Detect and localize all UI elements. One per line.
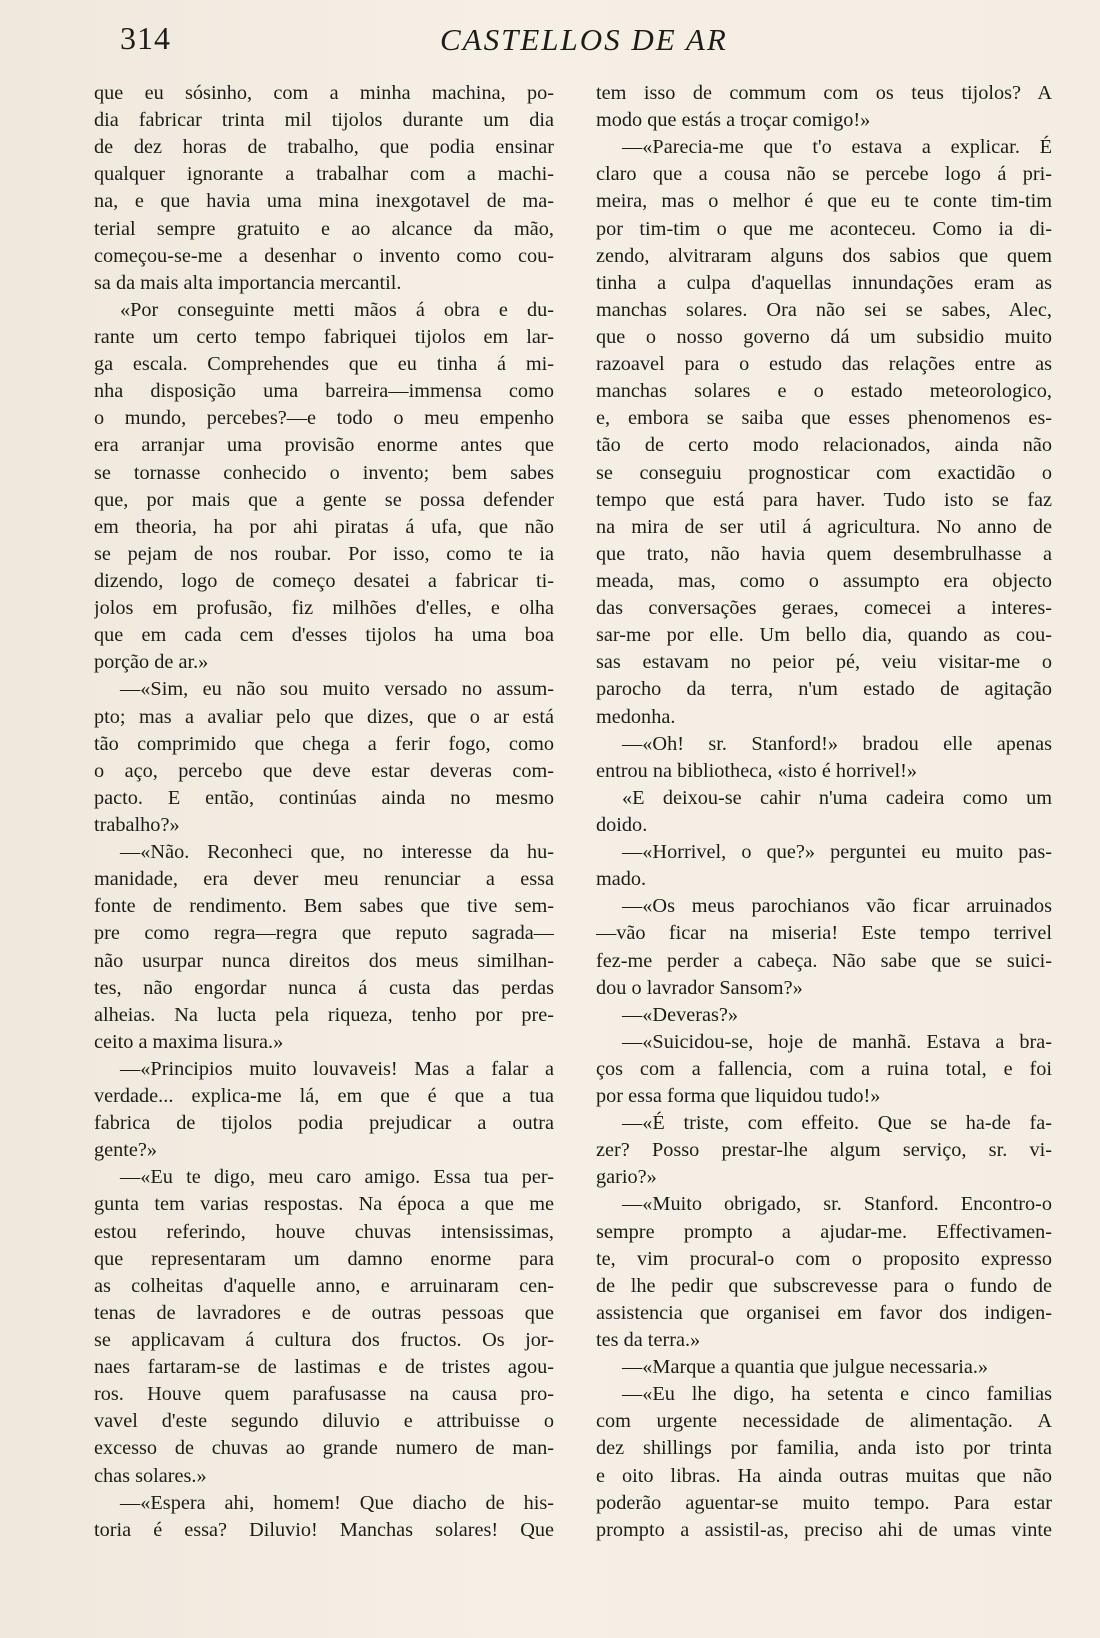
text-line: das conversações geraes, comecei a interes- [596,597,1052,620]
text-line: que, por mais que a gente se possa defender [94,488,554,511]
text-line: fabrica de tijolos podia prejudicar a outra [94,1112,554,1135]
text-line: —vão ficar na miseria! Este tempo terrivel [596,922,1052,945]
text-line: tinha a culpa d'aquellas innundações eram as [596,271,1052,294]
text-line: pre como regra—regra que reputo sagrada— [94,922,554,945]
text-line: pacto. E então, continúas ainda no mesmo [94,786,554,809]
text-line: «E deixou-se cahir n'uma cadeira como um [622,786,1052,809]
text-line: porção de ar.» [94,651,209,674]
text-line: na, e que havia uma mina inexgotavel de ma- [94,190,554,213]
text-line: tenas de lavradores e de outras pessoas que [94,1301,554,1324]
text-line: fonte de rendimento. Bem sabes que tive sem- [94,895,554,918]
text-line: —«Os meus parochianos vão ficar arruinados [622,895,1052,918]
right-text-column [596,80,1052,1544]
text-line: verdade... explica-me lá, em que é que a tua [94,1085,554,1108]
text-line: que em cada cem d'esses tijolos ha uma boa [94,624,554,647]
text-line: ros. Houve quem parafusasse na causa pro- [94,1383,554,1406]
text-line: —«Espera ahi, homem! Que diacho de his- [120,1491,554,1514]
text-line: em theoria, ha por ahi piratas á ufa, que não [94,515,554,538]
text-line: trabalho?» [94,813,180,836]
text-line: sas estavam no peior pé, veiu visitar-me o [596,651,1052,674]
text-line: poderão aguentar-se muito tempo. Para estar [596,1491,1052,1514]
text-line: sempre prompto a ajudar-me. Effectivamen- [596,1220,1052,1243]
text-line: vavel d'este segundo diluvio e attribuisse o [94,1410,554,1433]
text-line: o aço, percebo que deve estar deveras com- [94,759,554,782]
text-line: que eu sósinho, com a minha machina, po- [94,82,554,104]
text-line: manchas solares. Ora não sei se sabes, Alec, [596,298,1052,321]
text-line: o mundo, percebes?—e todo o meu empenho [94,407,554,430]
text-line: se applicavam á cultura dos fructos. Os jor- [94,1329,554,1352]
text-line: te, vim procural-o com o proposito expresso [596,1247,1052,1270]
text-line: tão comprimido que chega a ferir fogo, como [94,732,554,755]
text-line: ga escala. Comprehendes que eu tinha á mi- [94,353,554,376]
text-line: de lhe pedir que subscrevesse para o fundo de [596,1274,1052,1297]
text-line: tes da terra.» [596,1329,701,1352]
text-line: —«Sim, eu não sou muito versado no assum- [120,678,554,701]
text-line: dizendo, logo de começo desatei a fabricar ti- [94,569,554,592]
text-line: zer? Posso prestar-lhe algum serviço, sr. vi- [596,1139,1052,1162]
text-line: tes, não engordar nunca á custa das perdas [94,976,554,999]
text-line: rante um certo tempo fabriquei tijolos em lar- [94,325,554,348]
text-line: nha disposição uma barreira—immensa como [94,380,554,403]
text-line: excesso de chuvas ao grande numero de man- [94,1437,554,1460]
text-line: que trato, não havia quem desembrulhasse a [596,542,1052,565]
text-line: toria é essa? Diluvio! Manchas solares! Que [94,1518,554,1541]
text-line: mado. [596,868,647,891]
text-line: naes fartaram-se de lastimas e de tristes agou- [94,1356,554,1379]
text-line: manidade, era dever meu renunciar a essa [94,868,554,891]
text-line: —«Principios muito louvaveis! Mas a falar a [120,1057,554,1080]
text-line: gunta tem varias respostas. Na época a que me [94,1193,554,1216]
text-line: —«Muito obrigado, sr. Stanford. Encontro-o [622,1193,1052,1216]
left-text-column [94,80,554,1544]
text-line: tão de certo modo relacionados, ainda não [596,434,1052,457]
text-line: se pejam de nos roubar. Por isso, como te ia [94,542,554,565]
text-line: —«Eu te digo, meu caro amigo. Essa tua per- [120,1166,554,1189]
text-line: —«Horrivel, o que?» perguntei eu muito pas- [622,841,1052,864]
text-line: dou o lavrador Sansom?» [596,976,803,999]
text-line: na mira de ser util á agricultura. No anno de [596,515,1052,538]
text-line: começou-se-me a desenhar o invento como cou- [94,244,554,267]
text-line: pto; mas a avaliar pelo que dizes, que o ar está [94,705,554,728]
text-line: qualquer ignorante a trabalhar com a machi- [94,163,554,186]
text-line: terial sempre gratuito e ao alcance da mão, [94,217,554,240]
text-line: entrou na bibliotheca, «isto é horrivel!» [596,759,918,782]
text-line: dez shillings por familia, anda isto por trinta [596,1437,1052,1460]
text-line: —«Oh! sr. Stanford!» bradou elle apenas [622,732,1052,755]
text-line: sar-me por elle. Um bello dia, quando as cou- [596,624,1052,647]
text-line: zendo, alvitraram alguns dos sabios que quem [596,244,1052,267]
text-line: tempo que está para haver. Tudo isto se faz [596,488,1052,511]
text-line: modo que estás a troçar comigo!» [596,109,871,132]
text-line: as colheitas d'aquelle anno, e arruinaram cen- [94,1274,554,1297]
text-line: por essa forma que liquidou tudo!» [596,1085,881,1108]
text-line: se conseguiu prognosticar com exactidão o [596,461,1052,484]
text-line: estou referindo, houve chuvas intensissimas, [94,1220,554,1243]
text-line: —«Não. Reconheci que, no interesse da hu- [120,841,554,864]
text-line: —«Deveras?» [622,1003,739,1026]
text-line: prompto a assistil-as, preciso ahi de umas vinte [596,1518,1052,1541]
text-line: gente?» [94,1139,158,1162]
text-line: dia fabricar trinta mil tijolos durante um dia [94,109,554,132]
text-line: parocho da terra, n'um estado de agitação [596,678,1052,701]
page-number: 314 [120,20,171,56]
text-line: medonha. [596,705,676,728]
text-line: meira, mas o melhor é que eu te conte tim-tim [596,190,1052,213]
page-header [0,18,1100,64]
text-line: se tornasse conhecido o invento; bem sabes [94,461,554,484]
text-line: por tim-tim o que me aconteceu. Como ia di- [596,217,1052,240]
text-line: —«Parecia-me que t'o estava a explicar. É [622,136,1052,159]
text-line: «Por conseguinte metti mãos á obra e du- [120,298,554,321]
text-line: ceito a maxima lisura.» [94,1030,284,1053]
text-line: e, embora se saiba que esses phenomenos es- [596,407,1052,430]
text-line: tem isso de commum com os teus tijolos? A [596,82,1052,104]
text-line: era arranjar uma provisão enorme antes que [94,434,554,457]
text-line: de dez horas de trabalho, que podia ensinar [94,136,554,159]
text-line: —«Eu lhe digo, ha setenta e cinco familias [622,1383,1052,1406]
text-line: sa da mais alta importancia mercantil. [94,271,402,294]
text-line: —«Marque a quantia que julgue necessaria.» [622,1356,989,1379]
text-line: assistencia que organisei em favor dos indigen- [596,1301,1052,1324]
text-line: não usurpar nunca direitos dos meus similhan- [94,949,554,972]
text-line: chas solares.» [94,1464,207,1487]
text-line: claro que a cousa não se percebe logo á pri- [596,163,1052,186]
text-line: fez-me perder a cabeça. Não sabe que se suici- [596,949,1052,972]
text-line: alheias. Na lucta pela riqueza, tenho por pre- [94,1003,554,1026]
text-line: —«É triste, com effeito. Que se ha-de fa- [622,1112,1052,1135]
text-line: gario?» [596,1166,657,1189]
text-line: e oito libras. Ha ainda outras muitas que não [596,1464,1052,1487]
text-line: manchas solares e o estado meteorologico, [596,380,1052,403]
running-title: CASTELLOS DE AR [440,22,728,57]
text-line: que representaram um damno enorme para [94,1247,554,1270]
text-line: —«Suicidou-se, hoje de manhã. Estava a bra- [622,1030,1052,1053]
text-line: com urgente necessidade de alimentação. A [596,1410,1052,1433]
text-line: ços com a fallencia, com a ruina total, e foi [596,1057,1052,1080]
text-line: que o nosso governo dá um subsidio muito [596,325,1052,348]
text-line: razoavel para o estudo das relações entre as [596,353,1052,376]
text-line: meada, mas, como o assumpto era objecto [596,569,1052,592]
text-line: jolos em profusão, fiz milhões d'elles, e olha [94,597,554,620]
text-line: doido. [596,813,648,836]
